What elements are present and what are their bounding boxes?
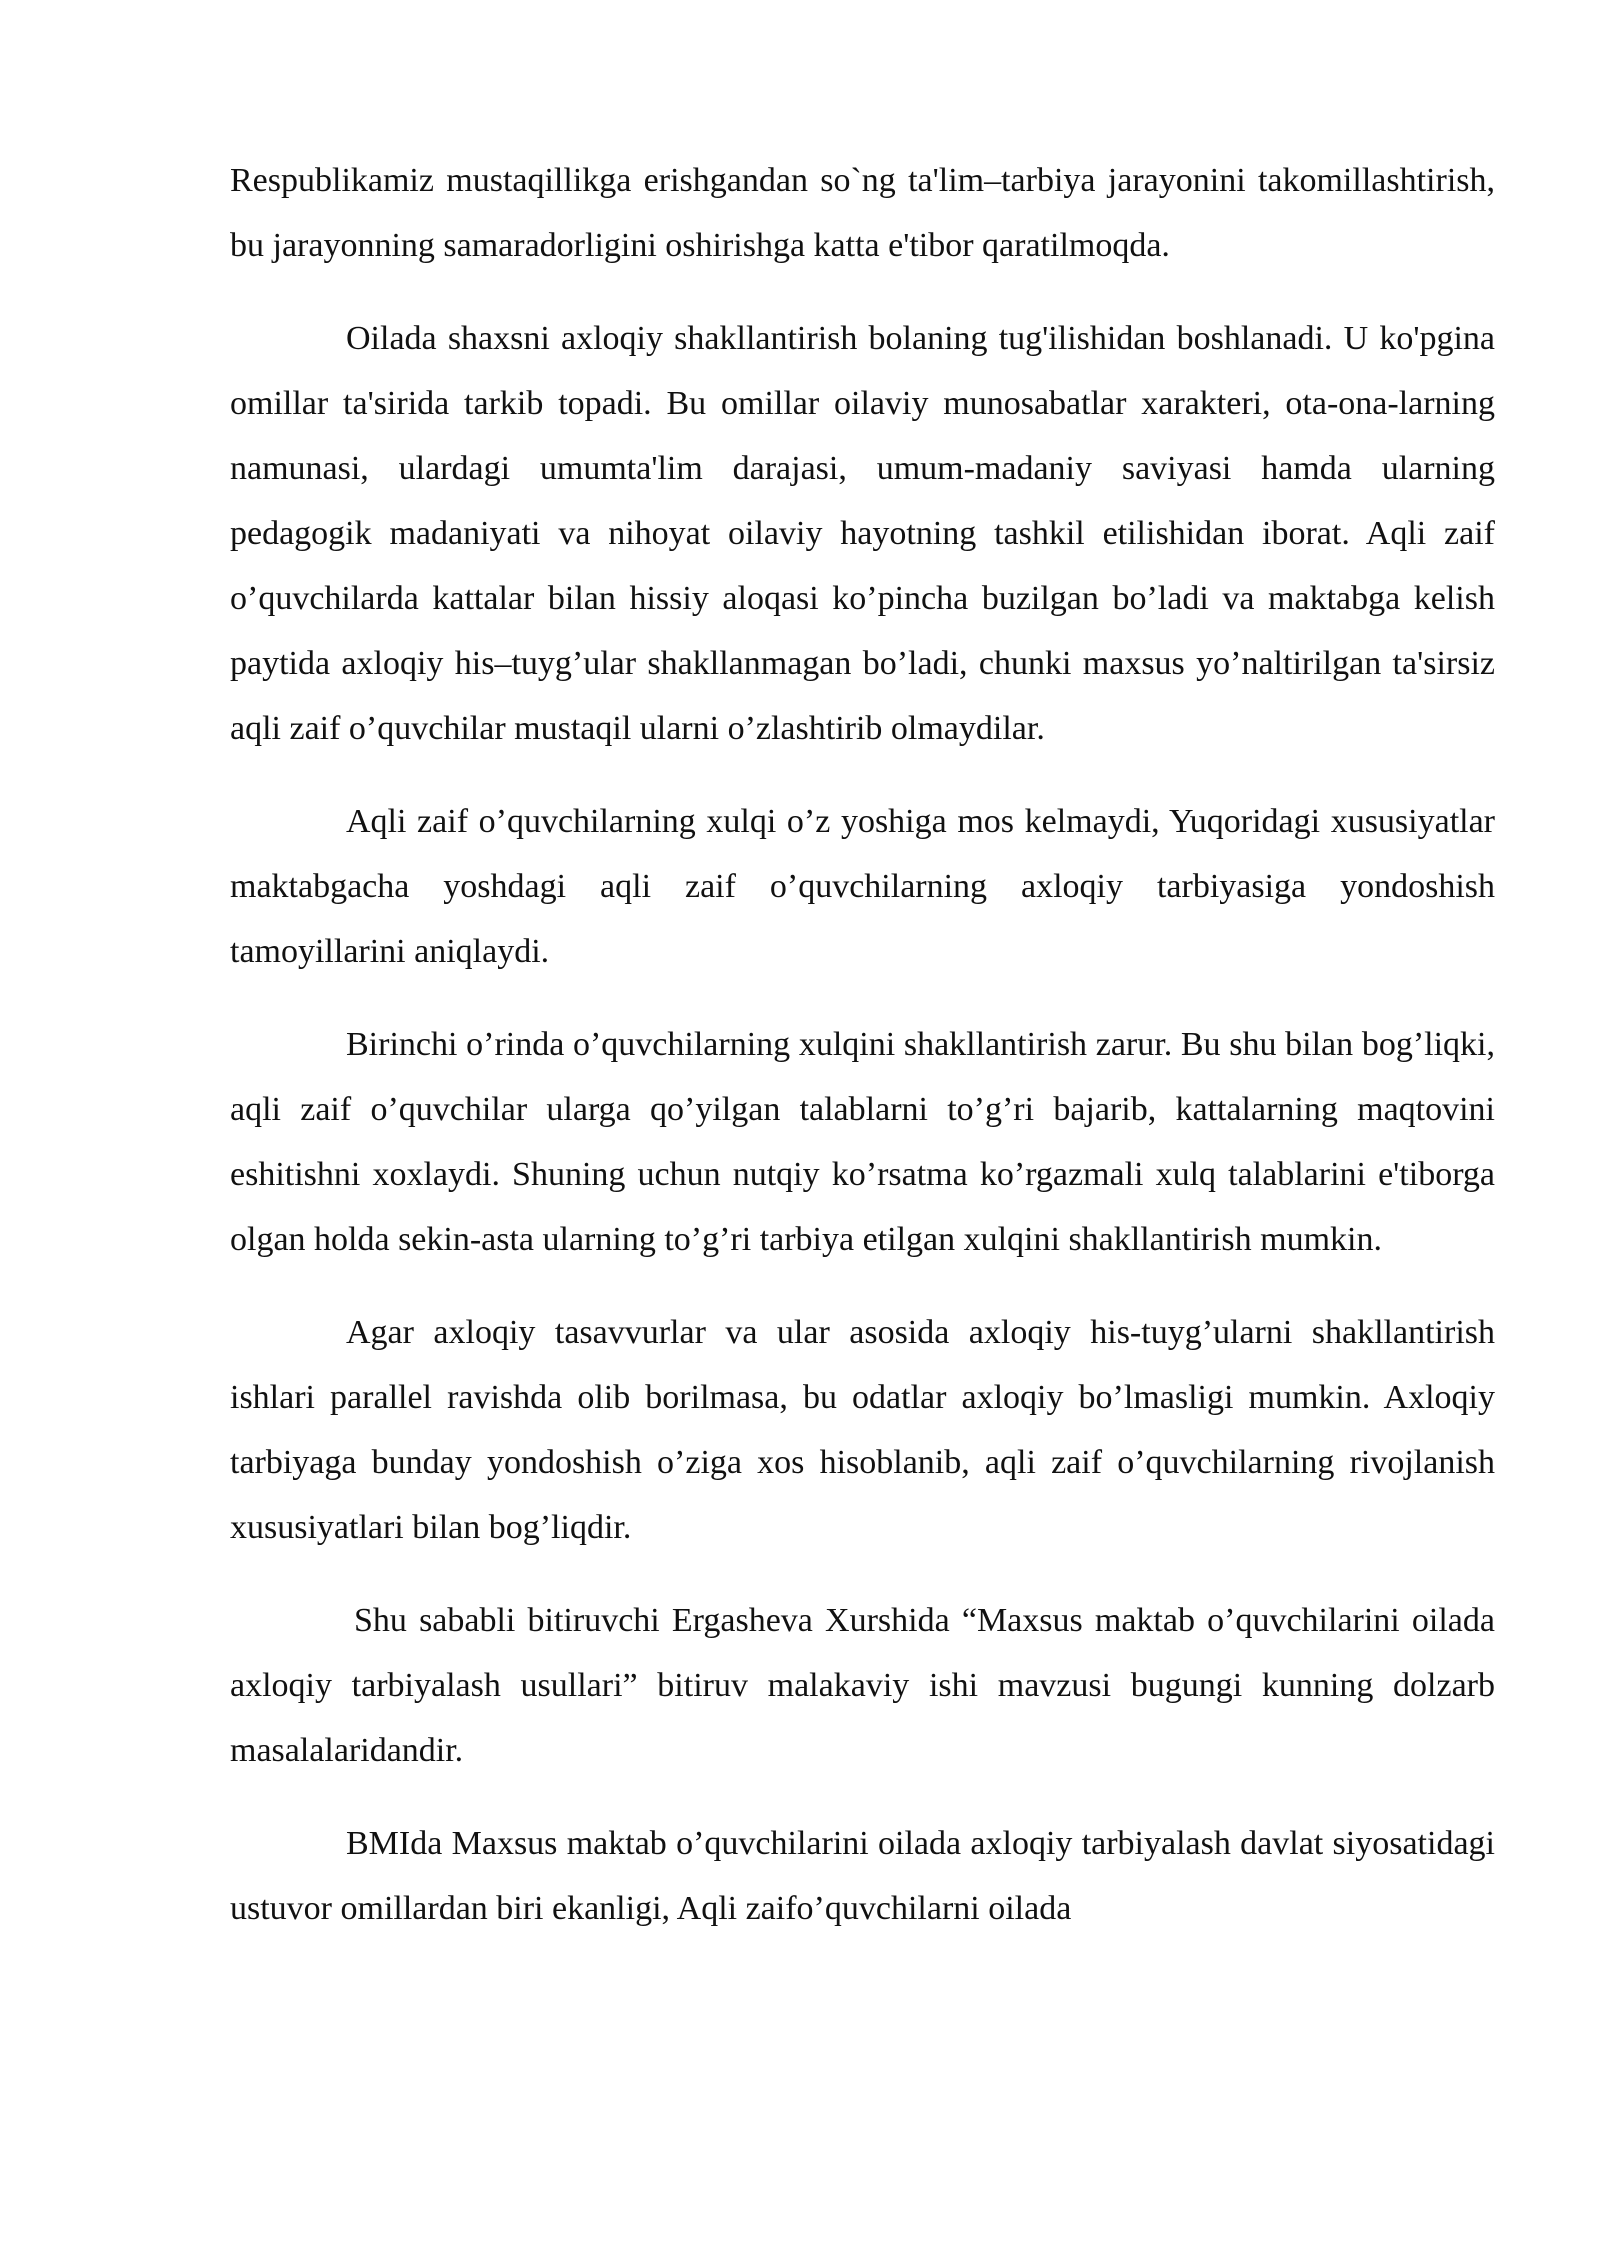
paragraph-7: BMIda Maxsus maktab o’quvchilarini oilada axloqiy tarbiyalash davlat siyosatidagi ustuvor omillardan biri ekanligi, Aqli zaifo’quvchilarni oilada [230, 1825, 1495, 1927]
paragraph-2: Oilada shaxsni axloqiy shakllantirish bolaning tug'ilishidan boshlanadi. U ko'pgina omillar ta'sirida tarkib topadi. Bu omillar oilaviy munosabatlar xarakteri, ota-ona-larning namunasi, ulardagi umumta'lim darajasi, umum-madaniy saviyasi hamda ularning pedagogik madaniyati va nihoyat oilaviy hayotning tashkil etilishidan iborat. Aqli zaif o’quvchilarda kattalar bilan hissiy aloqasi ko’pincha buzilgan bo’ladi va maktabga kelish paytida axloqiy his–tuyg’ular shakllanmagan bo’ladi, chunki maxsus yo’naltirilgan ta'sirsiz aqli zaif o’quvchilar mustaqil ularni o’zlashtirib olmaydilar. [230, 320, 1495, 747]
paragraph-5: Agar axloqiy tasavvurlar va ular asosida axloqiy his-tuyg’ularni shakllantirish ishlari parallel ravishda olib borilmasa, bu odatlar axloqiy bo’lmasligi mumkin. Axloqiy tarbiyaga bunday yondoshish o’ziga xos hisoblanib, aqli zaif o’quvchilarning rivojlanish xususiyatlari bilan bog’liqdir. [230, 1314, 1495, 1546]
document-page [230, 148, 1495, 1969]
paragraph-4: Birinchi o’rinda o’quvchilarning xulqini shakllantirish zarur. Bu shu bilan bog’liqki, aqli zaif o’quvchilar ularga qo’yilgan talablarni to’g’ri bajarib, kattalarning maqtovini eshitishni xoxlaydi. Shuning uchun nutqiy ko’rsatma ko’rgazmali xulq talablarini e'tiborga olgan holda sekin-asta ularning to’g’ri tarbiya etilgan xulqini shakllantirish mumkin. [230, 1026, 1495, 1258]
paragraph-6: Shu sababli bitiruvchi Ergasheva Xurshida “Maxsus maktab o’quvchilarini oilada axloqiy tarbiyalash usullari” bitiruv malakaviy ishi mavzusi bugungi kunning dolzarb masalalaridandir. [230, 1602, 1495, 1769]
paragraph-3: Aqli zaif o’quvchilarning xulqi o’z yoshiga mos kelmaydi, Yuqoridagi xususiyatlar maktabgacha yoshdagi aqli zaif o’quvchilarning axloqiy tarbiyasiga yondoshish tamoyillarini aniqlaydi. [230, 803, 1495, 970]
paragraph-1: Respublikamiz mustaqillikga erishgandan so`ng ta'lim–tarbiya jarayonini takomillashtirish, bu jarayonning samaradorligini oshirishga katta e'tibor qaratilmoqda. [230, 162, 1495, 264]
